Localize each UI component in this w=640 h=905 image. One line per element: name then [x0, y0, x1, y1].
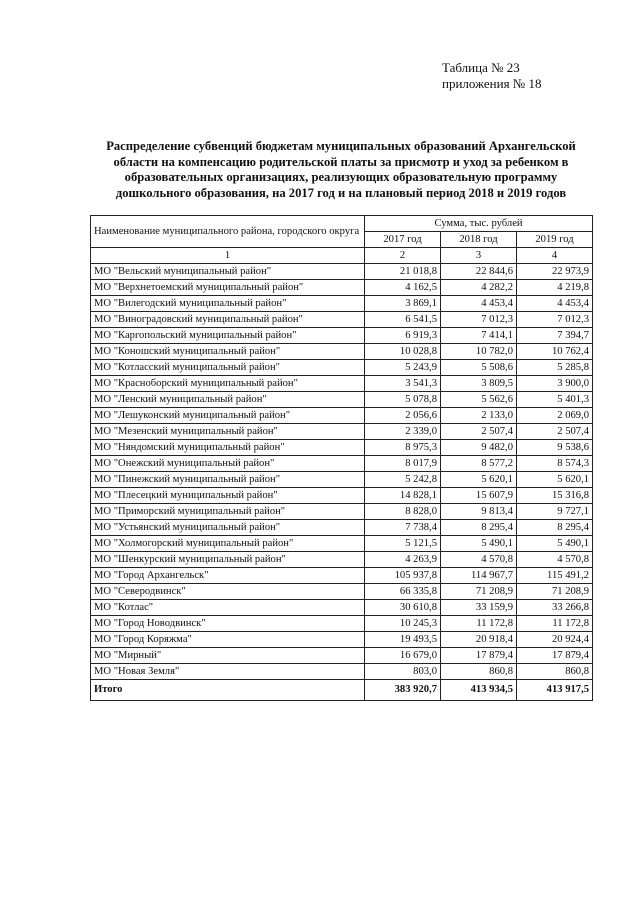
row-value-2019: 3 900,0 — [517, 376, 593, 392]
table-row — [91, 360, 593, 376]
row-value-2019: 5 285,8 — [517, 360, 593, 376]
row-name: МО "Устьянский муниципальный район" — [91, 520, 365, 536]
row-name: МО "Виноградовский муниципальный район" — [91, 312, 365, 328]
row-value-2018: 5 508,6 — [441, 360, 517, 376]
table-row — [91, 584, 593, 600]
row-value-2017: 4 162,5 — [365, 280, 441, 296]
row-value-2019: 5 401,3 — [517, 392, 593, 408]
header-name: Наименование муниципального района, городского округа — [91, 216, 365, 248]
row-value-2019: 2 507,4 — [517, 424, 593, 440]
row-name: МО "Котласский муниципальный район" — [91, 360, 365, 376]
row-value-2019: 9 538,6 — [517, 440, 593, 456]
row-value-2018: 5 562,6 — [441, 392, 517, 408]
row-value-2017: 7 738,4 — [365, 520, 441, 536]
row-value-2017: 21 018,8 — [365, 264, 441, 280]
row-value-2018: 15 607,9 — [441, 488, 517, 504]
table-row — [91, 296, 593, 312]
row-value-2017: 4 263,9 — [365, 552, 441, 568]
row-name: МО "Северодвинск" — [91, 584, 365, 600]
table-row — [91, 488, 593, 504]
table-row — [91, 408, 593, 424]
appendix-number: приложения № 18 — [442, 76, 542, 91]
row-value-2019: 17 879,4 — [517, 648, 593, 664]
total-2018: 413 934,5 — [441, 680, 517, 701]
row-value-2018: 10 782,0 — [441, 344, 517, 360]
row-value-2017: 14 828,1 — [365, 488, 441, 504]
row-value-2017: 6 541,5 — [365, 312, 441, 328]
col-number-1: 1 — [91, 248, 365, 264]
row-value-2019: 860,8 — [517, 664, 593, 680]
row-value-2019: 4 570,8 — [517, 552, 593, 568]
row-value-2017: 105 937,8 — [365, 568, 441, 584]
row-value-2019: 4 453,4 — [517, 296, 593, 312]
table-row — [91, 376, 593, 392]
row-value-2017: 2 339,0 — [365, 424, 441, 440]
row-value-2019: 5 490,1 — [517, 536, 593, 552]
row-name: МО "Лешуконский муниципальный район" — [91, 408, 365, 424]
row-value-2017: 8 975,3 — [365, 440, 441, 456]
total-2019: 413 917,5 — [517, 680, 593, 701]
row-name: МО "Приморский муниципальный район" — [91, 504, 365, 520]
row-value-2017: 8 017,9 — [365, 456, 441, 472]
row-value-2019: 8 295,4 — [517, 520, 593, 536]
table-row — [91, 312, 593, 328]
table-row — [91, 392, 593, 408]
row-name: МО "Пинежский муниципальный район" — [91, 472, 365, 488]
row-value-2019: 33 266,8 — [517, 600, 593, 616]
header-sum: Сумма, тыс. рублей — [365, 216, 593, 232]
row-value-2019: 9 727,1 — [517, 504, 593, 520]
row-value-2019: 2 069,0 — [517, 408, 593, 424]
row-value-2018: 9 482,0 — [441, 440, 517, 456]
row-value-2017: 16 679,0 — [365, 648, 441, 664]
row-value-2018: 5 620,1 — [441, 472, 517, 488]
row-name: МО "Город Архангельск" — [91, 568, 365, 584]
row-value-2018: 860,8 — [441, 664, 517, 680]
row-value-2019: 7 394,7 — [517, 328, 593, 344]
row-name: МО "Город Коряжма" — [91, 632, 365, 648]
row-value-2017: 5 078,8 — [365, 392, 441, 408]
total-row — [91, 680, 593, 701]
table-row — [91, 616, 593, 632]
row-value-2018: 2 133,0 — [441, 408, 517, 424]
row-value-2018: 2 507,4 — [441, 424, 517, 440]
row-name: МО "Ленский муниципальный район" — [91, 392, 365, 408]
row-name: МО "Шенкурский муниципальный район" — [91, 552, 365, 568]
row-name: МО "Плесецкий муниципальный район" — [91, 488, 365, 504]
col-number-4: 4 — [517, 248, 593, 264]
row-value-2018: 4 282,2 — [441, 280, 517, 296]
table-row — [91, 440, 593, 456]
row-value-2017: 5 242,8 — [365, 472, 441, 488]
row-name: МО "Мезенский муниципальный район" — [91, 424, 365, 440]
row-value-2018: 7 012,3 — [441, 312, 517, 328]
row-name: МО "Город Новодвинск" — [91, 616, 365, 632]
table-row — [91, 344, 593, 360]
row-value-2018: 5 490,1 — [441, 536, 517, 552]
row-value-2018: 7 414,1 — [441, 328, 517, 344]
header-year-2017: 2017 год — [365, 232, 441, 248]
row-value-2018: 4 570,8 — [441, 552, 517, 568]
table-row — [91, 648, 593, 664]
row-value-2018: 17 879,4 — [441, 648, 517, 664]
table-row — [91, 600, 593, 616]
row-value-2018: 9 813,4 — [441, 504, 517, 520]
row-value-2017: 2 056,6 — [365, 408, 441, 424]
row-value-2017: 5 121,5 — [365, 536, 441, 552]
table-row — [91, 536, 593, 552]
row-value-2018: 4 453,4 — [441, 296, 517, 312]
col-number-2: 2 — [365, 248, 441, 264]
table-row — [91, 552, 593, 568]
table-number: Таблица № 23 — [442, 60, 520, 75]
row-value-2017: 66 335,8 — [365, 584, 441, 600]
table-row — [91, 568, 593, 584]
row-value-2019: 71 208,9 — [517, 584, 593, 600]
row-value-2017: 19 493,5 — [365, 632, 441, 648]
col-number-3: 3 — [441, 248, 517, 264]
row-value-2018: 114 967,7 — [441, 568, 517, 584]
header-year-2018: 2018 год — [441, 232, 517, 248]
table-row — [91, 424, 593, 440]
row-value-2019: 20 924,4 — [517, 632, 593, 648]
row-value-2018: 3 809,5 — [441, 376, 517, 392]
row-value-2018: 71 208,9 — [441, 584, 517, 600]
row-value-2019: 7 012,3 — [517, 312, 593, 328]
total-label: Итого — [91, 680, 365, 701]
table-row — [91, 664, 593, 680]
table-body — [91, 264, 593, 680]
row-value-2019: 11 172,8 — [517, 616, 593, 632]
row-value-2019: 15 316,8 — [517, 488, 593, 504]
table-row — [91, 632, 593, 648]
row-name: МО "Вилегодский муниципальный район" — [91, 296, 365, 312]
row-value-2019: 22 973,9 — [517, 264, 593, 280]
row-value-2018: 8 577,2 — [441, 456, 517, 472]
row-value-2018: 33 159,9 — [441, 600, 517, 616]
row-name: МО "Холмогорский муниципальный район" — [91, 536, 365, 552]
row-value-2018: 11 172,8 — [441, 616, 517, 632]
row-value-2018: 22 844,6 — [441, 264, 517, 280]
row-value-2017: 30 610,8 — [365, 600, 441, 616]
table-row — [91, 520, 593, 536]
row-name: МО "Верхнетоемский муниципальный район" — [91, 280, 365, 296]
row-name: МО "Красноборский муниципальный район" — [91, 376, 365, 392]
row-name: МО "Онежский муниципальный район" — [91, 456, 365, 472]
table-row — [91, 472, 593, 488]
row-name: МО "Котлас" — [91, 600, 365, 616]
document-title: Распределение субвенций бюджетам муниципальных образований Архангельской области на компенсацию родительской платы за присмотр и уход за ребенком в образовательных организациях, реализующих образовательную программу дошкольного образования, на 2017 год и на плановый период 2018 и 2019 годов — [106, 139, 576, 200]
table-row — [91, 280, 593, 296]
row-value-2017: 803,0 — [365, 664, 441, 680]
row-value-2019: 10 762,4 — [517, 344, 593, 360]
table-row — [91, 456, 593, 472]
row-value-2018: 20 918,4 — [441, 632, 517, 648]
row-name: МО "Вельский муниципальный район" — [91, 264, 365, 280]
row-value-2017: 10 028,8 — [365, 344, 441, 360]
table-reference — [442, 60, 541, 92]
subsidy-table — [90, 215, 593, 701]
row-value-2017: 8 828,0 — [365, 504, 441, 520]
row-name: МО "Новая Земля" — [91, 664, 365, 680]
header-year-2019: 2019 год — [517, 232, 593, 248]
row-value-2017: 3 541,3 — [365, 376, 441, 392]
row-value-2017: 10 245,3 — [365, 616, 441, 632]
row-name: МО "Коношский муниципальный район" — [91, 344, 365, 360]
total-2017: 383 920,7 — [365, 680, 441, 701]
row-name: МО "Няндомский муниципальный район" — [91, 440, 365, 456]
table-row — [91, 264, 593, 280]
row-value-2017: 5 243,9 — [365, 360, 441, 376]
row-value-2018: 8 295,4 — [441, 520, 517, 536]
table-row — [91, 504, 593, 520]
table-row — [91, 328, 593, 344]
row-value-2019: 115 491,2 — [517, 568, 593, 584]
row-value-2019: 4 219,8 — [517, 280, 593, 296]
row-value-2017: 6 919,3 — [365, 328, 441, 344]
row-name: МО "Мирный" — [91, 648, 365, 664]
row-value-2019: 5 620,1 — [517, 472, 593, 488]
row-value-2019: 8 574,3 — [517, 456, 593, 472]
row-value-2017: 3 869,1 — [365, 296, 441, 312]
row-name: МО "Каргопольский муниципальный район" — [91, 328, 365, 344]
